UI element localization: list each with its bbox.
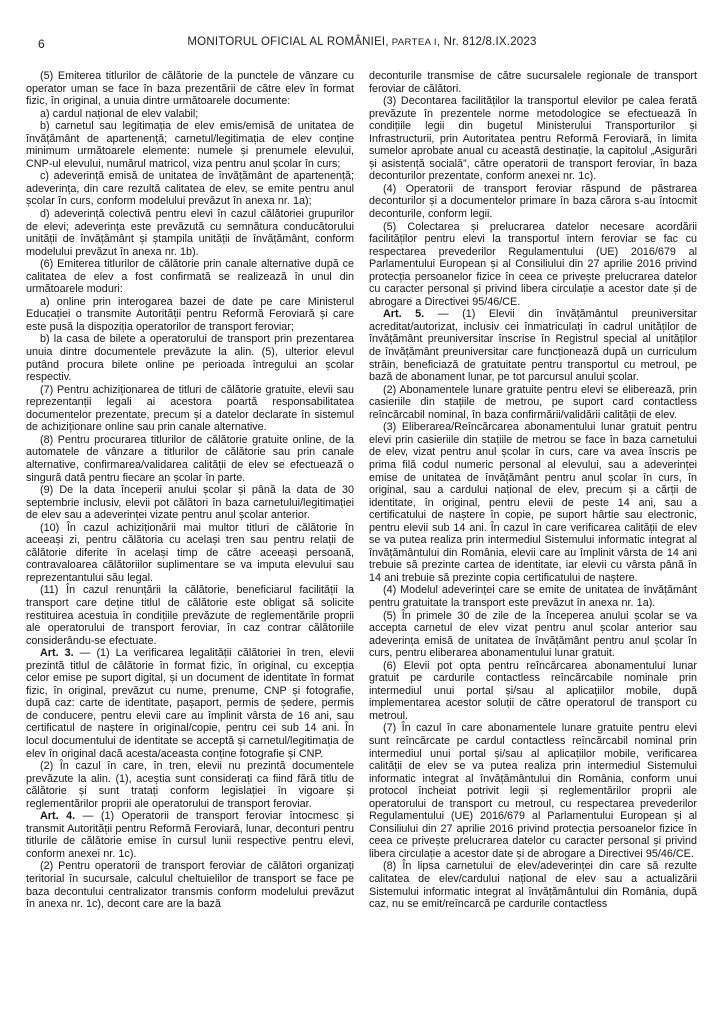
paragraph: Art. 4. — (1) Operatorii de transport feroviar întocmesc și transmit Autorității pentru Reformă Feroviară, lunar, deconturi pentru titlurile de călătorie emise în cursul lunii respective pentru elevi, conform anexei nr. 1c). <box>26 810 354 860</box>
paragraph: (10) În cazul achiziționării mai multor titluri de călătorie în aceeași zi, pentru călătoria cu același tren sau pentru relații de călătorie diferite în același timp de către aceeași persoană, contravaloarea călătoriilor suplimentare se va imputa elevului sau reprezentantului său legal. <box>26 521 354 584</box>
paragraph: (2) În cazul în care, în tren, elevii nu prezintă documentele prevăzute la alin. (1), aceștia sunt considerați ca fiind fără titlu de călătorie și sunt tratați conform legislației în vigoare și reglementărilor proprii ale operatorului de transport feroviar. <box>26 760 354 810</box>
paragraph: Art. 5. — (1) Elevii din învățământul preuniversitar acreditat/autorizat, inclusiv cei înmatriculați în cadrul unităților de învățământ preuniversitar înscrise în Registrul special al unităților de învățământ preuniversitar care funcționează după un curriculum străin, beneficiază de gratuitate pentru transportul cu metroul, pe bază de abonament lunar, pe tot parcursul anului școlar. <box>369 308 697 384</box>
left-column <box>26 70 354 911</box>
paragraph: (8) Pentru procurarea titlurilor de călătorie gratuite online, de la automatele de vânzare a titlurilor de călătorie sau prin canale alternative, confirmarea/validarea calității de elev se efectuează o singură dată pentru fiecare an școlar în parte. <box>26 433 354 484</box>
paragraph: (3) Eliberarea/Reîncărcarea abonamentului lunar gratuit pentru elevi prin casieriile din stațiile de metrou se face în baza carnetului de elev, vizat pentru anul școlar în curs, care va avea înscris pe prima filă codul numeric personal al elevului, sau a adeverinței emise de unitatea de învățământ pentru anul școlar în curs, în original, sau a cardului național de elev, precum și a cărții de identitate, în original, pentru elevii de peste 14 ani, sau a certificatului de naștere în copie, pe suport hârtie sau electronic, pentru elevii sub 14 ani. În cazul în care verificarea calității de elev se va putea realiza prin intermediul Sistemului informatic integrat al învățământului din România, elevii care au împlinit vârsta de 14 ani trebuie să prezinte cartea de identitate, iar elevii cu vârsta până în 14 ani trebuie să prezinte copia certificatului de naștere. <box>369 421 697 584</box>
paragraph: (2) Abonamentele lunare gratuite pentru elevi se eliberează, prin casieriile din stațiile de metrou, pe suport card contactless reîncărcabil nominal, în baza confirmării/validării calității de elev. <box>369 383 697 421</box>
paragraph: Art. 3. — (1) La verificarea legalității călătoriei în tren, elevii prezintă titlul de călătorie în format fizic, în original, cu excepția celor emise pe suport digital, și un document de identitate în format fizic, în original, prevăzut cu nume, prenume, CNP și fotografie, după caz: carte de identitate, pașaport, permis de ședere, permis de conducere, pentru elevii care au împlinit vârsta de 16 ani, sau certificatul de naștere în original/copie, pentru cei sub 14 ani. În locul documentului de identitate se acceptă și carnetul/legitimația de elev în original dacă acesta/aceasta conține fotografie și CNP. <box>26 647 354 760</box>
paragraph: (4) Operatorii de transport feroviar răspund de păstrarea deconturilor și a documentelor primare în baza cărora s-au întocmit deconturile, conform legii. <box>369 182 697 221</box>
journal-issue: , Nr. 812/8.IX.2023 <box>436 36 537 48</box>
document-body <box>26 70 698 911</box>
paragraph: (6) Elevii pot opta pentru reîncărcarea abonamentului lunar gratuit pe cardurile contactless reîncărcabile nominale prin intermediul unui portal și/sau al aplicațiilor mobile, după implementarea acestor soluții de către operatorul de transport cu metroul. <box>369 659 697 722</box>
paragraph: (5) Emiterea titlurilor de călătorie de la punctele de vânzare cu operator uman se face în baza prezentării de către elev în format fizic, în original, a unuia dintre următoarele documente: <box>26 70 354 108</box>
paragraph: deconturile transmise de către sucursalele regionale de transport feroviar de călători. <box>369 70 697 95</box>
paragraph: a) cardul național de elev valabil; <box>40 107 199 120</box>
right-column <box>369 70 697 911</box>
paragraph: (3) Decontarea facilităților la transportul elevilor pe calea ferată prevăzute în prezentele norme metodologice se efectuează în condițiile legii din bugetul Ministerului Transporturilor și Infrastructurii, prin Autoritatea pentru Reformă Feroviară, în limita sumelor aprobate anual cu această destinație, la capitolul „Asigurări și asistență socială”, către operatorii de transport feroviar, în baza deconturilor prezentate, conform anexei nr. 1c). <box>369 95 697 183</box>
journal-title <box>26 36 698 48</box>
paragraph: (5) În primele 30 de zile de la începerea anului școlar se va accepta carnetul de elev vizat pentru anul școlar anterior sau adeverința emisă de unitatea de învățământ pentru anul școlar în curs, pentru eliberarea abonamentului lunar gratuit. <box>369 609 697 660</box>
paragraph: (6) Emiterea titlurilor de călătorie prin canale alternative după ce calitatea de elev a fost confirmată se realizează în unul din următoarele moduri: <box>26 258 354 296</box>
paragraph: (8) În lipsa carnetului de elev/adeverinței din care să rezulte calitatea de elev/cardului național de elev sau a actualizării Sistemului informatic integrat al învățământului din România, după caz, nu se emit/reîncarcă pe cardurile contactless <box>369 860 697 911</box>
paragraph: (2) Pentru operatorii de transport feroviar de călători organizați teritorial în sucursale, calculul cheltuielilor de transport se face pe baza decontului centralizator transmis conform modelului prevăzut în anexa nr. 1c), decont care are la bază <box>26 860 354 911</box>
paragraph: a) online prin interogarea bazei de date pe care Ministerul Educației o transmite Autorității pentru Reformă Feroviară și care este pusă la dispoziția operatorilor de transport feroviar; <box>26 295 354 333</box>
paragraph: d) adeverință colectivă pentru elevi în cazul călătoriei grupurilor de elevi; adeverința este prevăzută cu semnătura conducătorului unității de învățământ și ștampila unității de învățământ, conform modelului prevăzut în anexa nr. 1b). <box>26 208 354 258</box>
paragraph: b) la casa de bilete a operatorului de transport prin prezentarea unuia dintre documentele prevăzute la alin. (5), ulterior elevul putând procura bilete online pe perioada întregului an școlar respectiv. <box>26 333 354 384</box>
paragraph: (9) De la data începerii anului școlar și până la data de 30 septembrie inclusiv, elevii pot călători în baza carnetului/legitimației de elev sau a adeverinței vizate pentru anul școlar anterior. <box>26 484 354 522</box>
paragraph: (11) În cazul renunțării la călătorie, beneficiarul facilității la transport care deține titlul de călătorie este obligat să solicite restituirea acestuia în condițiile prevăzute de reglementările proprii ale operatorului de transport feroviar, în caz contrar călătoriile considerându-se efectuate. <box>26 584 354 647</box>
article-label: Art. 5. <box>383 308 425 321</box>
paragraph: (7) Pentru achiziționarea de titluri de călătorie gratuite, elevii sau reprezentanții legali ai acestora poartă responsabilitatea documentelor prezentate, precum și a datelor declarate în sistemul de achiziționare online sau prin canale alternative. <box>26 383 354 434</box>
article-label: Art. 3. <box>40 647 74 660</box>
article-label: Art. 4. <box>40 810 76 823</box>
paragraph: (4) Modelul adeverinței care se emite de unitatea de învățământ pentru gratuitate la transport este prevăzut în anexa nr. 1a). <box>369 584 697 609</box>
journal-name: MONITORUL OFICIAL AL ROMÂNIEI, <box>187 36 389 48</box>
page-number: 6 <box>38 37 45 51</box>
paragraph: (5) Colectarea și prelucrarea datelor necesare acordării facilităților pentru elevi la transportul intern feroviar se fac cu respectarea prevederilor Regulamentului (UE) 2016/679 al Parlamentului European și al Consiliului din 27 aprilie 2016 privind protecția persoanelor fizice în ceea ce privește prelucrarea datelor cu caracter personal și privind libera circulație a acestor date și de abrogare a Directivei 95/46/CE. <box>369 220 697 308</box>
page-header <box>26 36 698 58</box>
paragraph: c) adeverință emisă de unitatea de învățământ de apartenență; adeverința, din care rezultă calitatea de elev, se emite pentru anul școlar în curs, conform modelului prevăzut în anexa nr. 1a); <box>26 170 354 208</box>
journal-part: PARTEA I <box>388 37 437 48</box>
paragraph: b) carnetul sau legitimația de elev emis/emisă de unitatea de învățământ de apartenență; carnetul/legitimația de elev conține minimum următoarele elemente: numele și prenumele elevului, CNP-ul elevului, numărul matricol, viza pentru anul școlar în curs; <box>26 120 354 170</box>
paragraph: (7) În cazul în care abonamentele lunare gratuite pentru elevi sunt reîncărcate pe cardul contactless reîncărcabil nominal prin intermediul unui portal și/sau al aplicațiilor mobile, verificarea calității de elev se va putea realiza prin intermediul Sistemului informatic integrat al învățământului din România, conform unui protocol încheiat potrivit legii și reglementărilor proprii ale operatorului de transport cu metroul, cu respectarea prevederilor Regulamentului (UE) 2016/679 al Parlamentului European și al Consiliului din 27 aprilie 2016 privind protecția persoanelor fizice în ceea ce privește prelucrarea datelor cu caracter personal și privind libera circulație a acestor date și de abrogare a Directivei 95/46/CE. <box>369 722 697 860</box>
